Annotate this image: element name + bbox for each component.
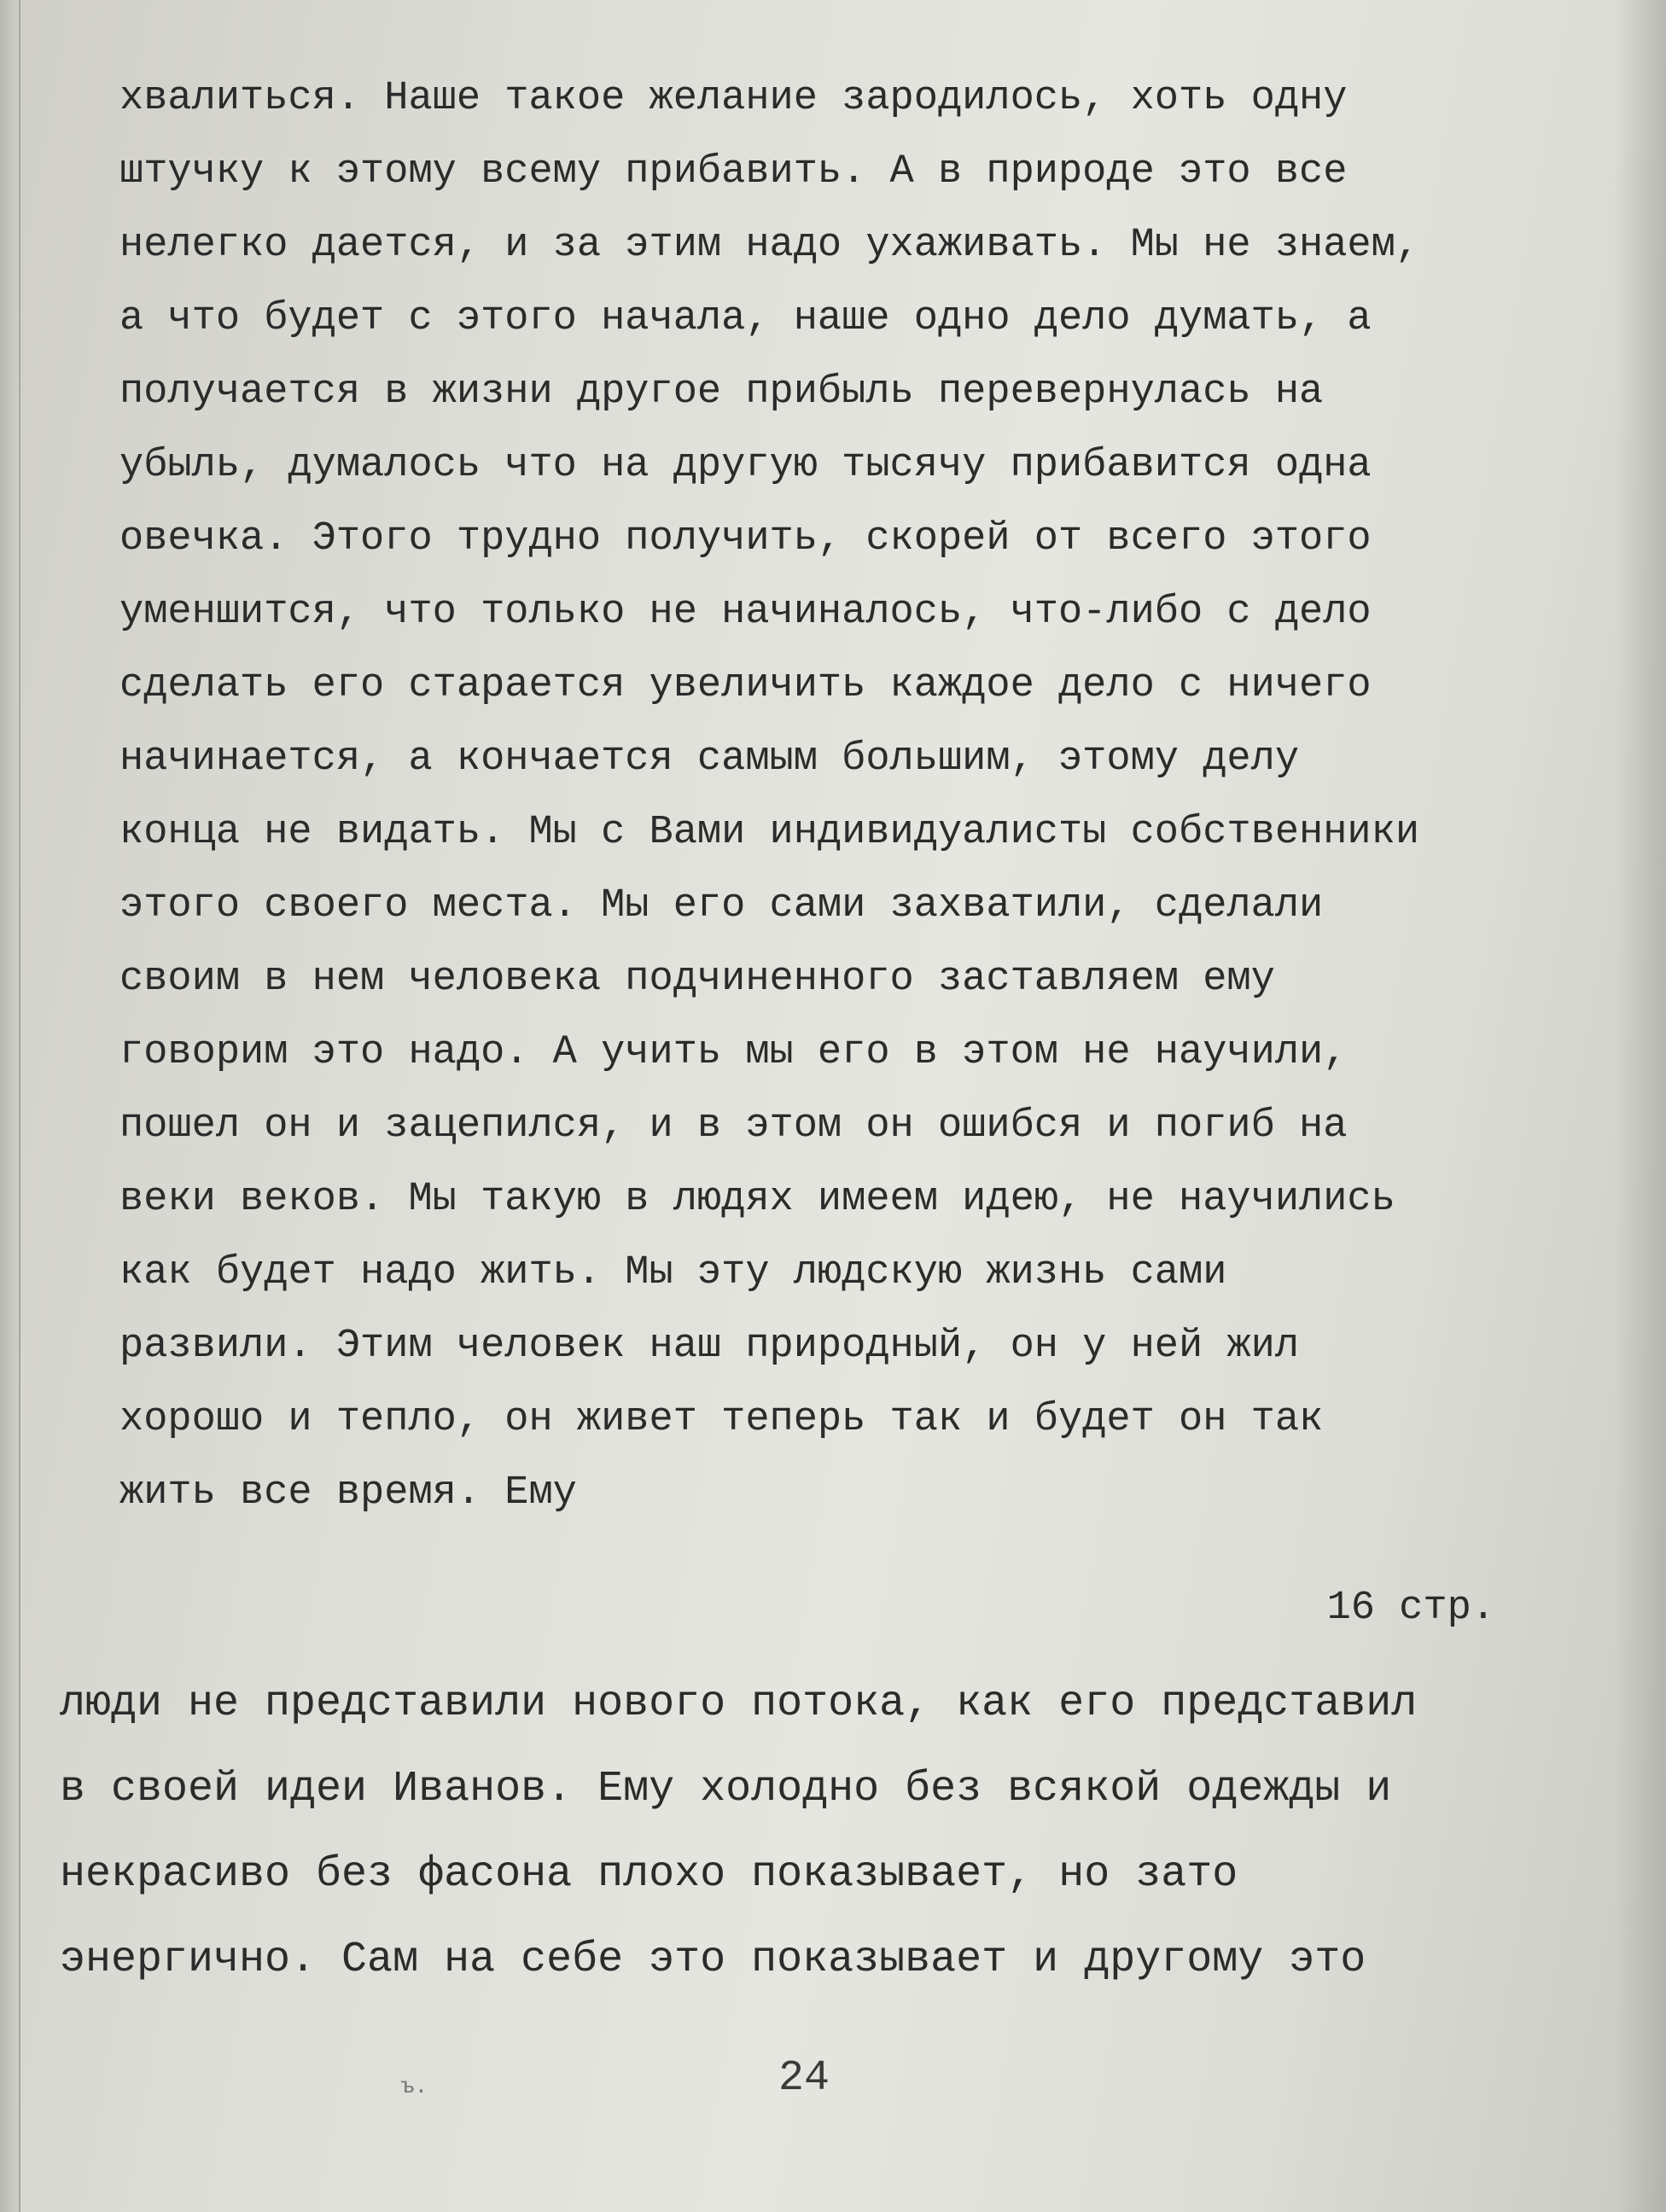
text-line: а что будет с этого начала, наше одно дело думать, а xyxy=(119,296,1372,341)
text-line: люди не представили нового потока, как его представил xyxy=(60,1679,1418,1728)
top-text-block xyxy=(119,62,1419,1530)
text-line: пошел он и зацепился, и в этом он ошибся и погиб на xyxy=(119,1103,1348,1149)
text-line: нелегко дается, и за этим надо ухаживать. Мы не знаем, xyxy=(119,223,1420,268)
handwritten-mark: ъ. xyxy=(401,2074,428,2099)
text-line: убыль, думалось что на другую тысячу прибавится одна xyxy=(119,443,1372,488)
text-line: получается в жизни другое прибыль перевернулась на xyxy=(119,370,1324,415)
text-line: своим в нем человека подчиненного заставляем ему xyxy=(119,957,1275,1002)
text-line: жить все время. Ему xyxy=(119,1470,577,1516)
text-line: овечка. Этого трудно получить, скорей от всего этого xyxy=(119,516,1372,562)
text-line: энергично. Сам на себе это показывает и другому это xyxy=(60,1936,1366,1984)
text-line: конца не видать. Мы с Вами индивидуалисты собственники xyxy=(119,810,1420,855)
text-line: веки веков. Мы такую в людях имеем идею, не научились xyxy=(119,1177,1395,1222)
text-line: развили. Этим человек наш природный, он у ней жил xyxy=(119,1324,1300,1369)
text-line: сделать его старается увеличить каждое дело с ничего xyxy=(119,663,1372,708)
text-line: штучку к этому всему прибавить. А в природе это все xyxy=(119,149,1348,195)
page-left-edge xyxy=(0,0,20,2212)
bottom-text-block xyxy=(60,1662,1417,2003)
text-line: хорошо и тепло, он живет теперь так и будет он так xyxy=(119,1397,1324,1442)
text-line: некрасиво без фасона плохо показывает, но зато xyxy=(60,1850,1238,1899)
page-number: 24 xyxy=(778,2054,830,2103)
text-line: начинается, а кончается самым большим, этому делу xyxy=(119,736,1300,782)
text-line: этого своего места. Мы его сами захватили, сделали xyxy=(119,883,1324,928)
section-page-marker: 16 стр. xyxy=(1326,1586,1495,1631)
page-right-shadow xyxy=(1615,0,1666,2212)
text-line: уменшится, что только не начиналось, что-либо с дело xyxy=(119,590,1372,635)
text-line: говорим это надо. А учить мы его в этом не научили, xyxy=(119,1030,1348,1075)
text-line: хвалиться. Наше такое желание зародилось, хоть одну xyxy=(119,76,1348,121)
text-line: как будет надо жить. Мы эту людскую жизнь сами xyxy=(119,1250,1227,1295)
text-line: в своей идеи Иванов. Ему холодно без всякой одежды и xyxy=(60,1765,1392,1813)
